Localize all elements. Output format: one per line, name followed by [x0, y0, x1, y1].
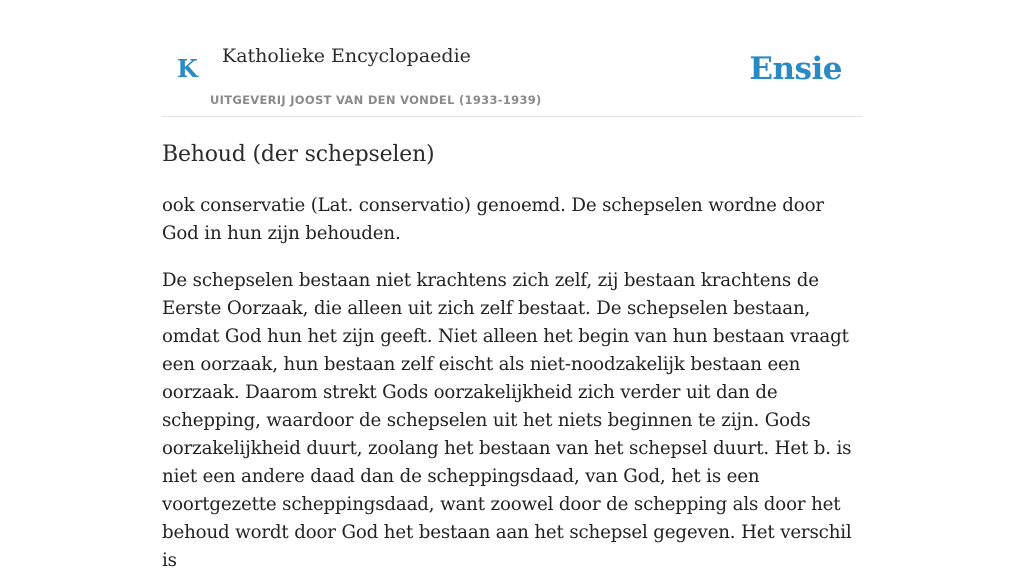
article-paragraph-1: ook conservatie (Lat. conservatio) genoemd. De schepselen wordne door God in hun zijn behouden. — [162, 195, 824, 244]
article-content — [162, 138, 864, 575]
ensie-brand-link[interactable]: Ensie — [749, 51, 842, 87]
article-paragraph-2: De schepselen bestaan niet krachtens zich zelf, zij bestaan krachtens de Eerste Oorzaak, die alleen uit zich zelf bestaat. De schepselen bestaan, omdat God hun het zijn geeft. Niet alleen het begin van hun bestaan vraagt een oorzaak, hun bestaan zelf eischt als niet-noodzakelijk bestaan een oorzaak. Daarom strekt Gods oorzakelijkheid zich verder uit dan de schepping, waardoor de schepselen uit het niets beginnen te zijn. Gods oorzakelijkheid duurt, zoolang het bestaan van het schepsel duurt. Het b. is niet een andere daad dan de scheppingsdaad, van God, het is een voortgezette scheppingsdaad, want zoowel door de schepping als door het behoud wordt door God het bestaan aan het schepsel gegeven. Het verschil is — [162, 270, 852, 571]
entry-title: Behoud (der schepselen) — [162, 142, 435, 167]
site-header — [162, 0, 862, 117]
book-title[interactable]: Katholieke Encyclopaedie — [222, 45, 471, 67]
encyclopedia-logo[interactable]: K — [177, 54, 198, 83]
publisher-label: UITGEVERIJ JOOST VAN DEN VONDEL (1933-1939) — [210, 93, 542, 107]
